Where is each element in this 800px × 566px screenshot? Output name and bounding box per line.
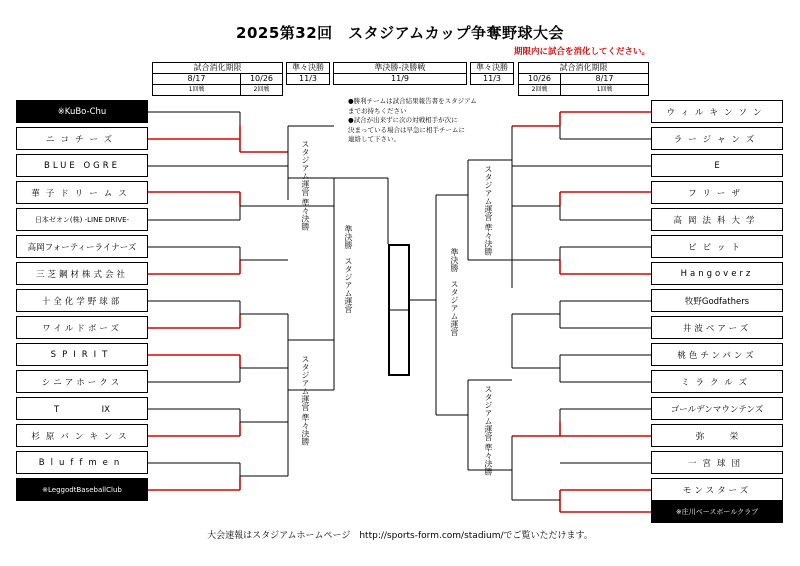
- schedule-right-group: 試合消化期限: [519, 63, 649, 74]
- schedule-left-d1: 8/17: [153, 74, 241, 85]
- schedule-left-d2: 10/26: [241, 74, 283, 85]
- team-right-4: フリーザ: [651, 181, 783, 204]
- team-right-15: モンスターズ: [651, 478, 783, 501]
- team-left-9: ワイルドボーズ: [16, 316, 148, 339]
- schedule-right-d2: 8/17: [561, 74, 649, 85]
- note-line: までお持ちください: [348, 106, 407, 115]
- schedule-right-d1: 10/26: [519, 74, 561, 85]
- team-left-4: 華子ドリームス: [16, 181, 148, 204]
- note-line: ●試合が出来ずに次の対戦相手が次に: [348, 116, 458, 124]
- team-right-1: ウィルキンソン: [651, 100, 783, 123]
- team-left-7: 三芝鋼材株式会社: [16, 262, 148, 285]
- schedule-right-r2: 1回戦: [561, 85, 649, 96]
- team-right-7: Hangoverz: [651, 262, 783, 285]
- schedule-center-date: 11/9: [334, 74, 467, 85]
- label-right-qf-top: スタジアム運営 準々決勝: [484, 165, 493, 256]
- team-left-5: 日本ゼオン(株) -LINE DRIVE-: [16, 208, 148, 231]
- team-right-2: ラージャンズ: [651, 127, 783, 150]
- label-left-qf-top: スタジアム運営 準々決勝: [301, 140, 310, 231]
- schedule-right-qf-date: 11/3: [471, 74, 514, 85]
- label-left-qf-bottom: スタジアム運営 準々決勝: [301, 355, 310, 446]
- schedule-left-qf-label: 準々決勝: [287, 63, 330, 74]
- team-right-5: 高岡法科大学: [651, 208, 783, 231]
- note-line: 連絡して下さい。: [348, 135, 400, 143]
- team-left-1: ※KuBo-Chu: [16, 100, 148, 123]
- team-left-11: シニアホークス: [16, 370, 148, 393]
- team-left-15: ※LeggodtBaseballClub: [16, 478, 148, 501]
- note-line: ●勝利チームは試合結果報告書をスタジアム: [348, 97, 477, 105]
- schedule-left-r2: 2回戦: [241, 85, 283, 96]
- team-left-13: 杉原バンキンス: [16, 424, 148, 447]
- team-left-8: 十全化学野球部: [16, 289, 148, 312]
- team-right-13: 弥 栄: [651, 424, 783, 447]
- label-left-sf: 準決勝 スタジアム運営: [344, 225, 353, 313]
- schedule-left-qf-date: 11/3: [287, 74, 330, 85]
- rules-notes: [348, 97, 498, 145]
- schedule-center-label: 準決勝-決勝戦: [334, 63, 467, 74]
- footer-note: 大会速報はスタジアムホームページ http://sports-form.com/stadium/でご覧いただけます。: [207, 531, 593, 541]
- label-right-qf-bottom: スタジアム運営 準々決勝: [484, 385, 493, 476]
- team-left-10: SPIRIT: [16, 343, 148, 366]
- team-right-6: ビビット: [651, 235, 783, 258]
- schedule-left-group: 試合消化期限: [153, 63, 283, 74]
- team-right-11: ミラクルズ: [651, 370, 783, 393]
- team-right-3: E: [651, 154, 783, 177]
- label-right-sf: 準決勝 スタジアム運営: [450, 248, 459, 336]
- team-right-12: ゴールデンマウンテンズ: [651, 397, 783, 420]
- schedule-right-r1: 2回戦: [519, 85, 561, 96]
- schedule-left-r1: 1回戦: [153, 85, 241, 96]
- deadline-note: 期限内に試合を消化してください。: [513, 47, 650, 57]
- final-box: [388, 244, 410, 376]
- team-right-16: ※庄川ベースボールクラブ: [651, 500, 783, 523]
- team-right-10: 桃色チンパンズ: [651, 343, 783, 366]
- schedule-right-qf-label: 準々決勝: [471, 63, 514, 74]
- team-left-12: T IX: [16, 397, 148, 420]
- team-right-9: 井波ベアーズ: [651, 316, 783, 339]
- team-left-2: ニコチーズ: [16, 127, 148, 150]
- team-right-8: 牧野Godfathers: [651, 289, 783, 312]
- team-left-14: Bluffmen: [16, 451, 148, 474]
- note-line: 決まっている場合は早急に相手チームに: [348, 125, 465, 134]
- team-right-14: 一宮球団: [651, 451, 783, 474]
- team-left-6: 高岡フォーティーライナーズ: [16, 235, 148, 258]
- team-left-3: BLUE OGRE: [16, 154, 148, 177]
- page-title: 2025第32回 スタジアムカップ争奪野球大会: [236, 24, 564, 42]
